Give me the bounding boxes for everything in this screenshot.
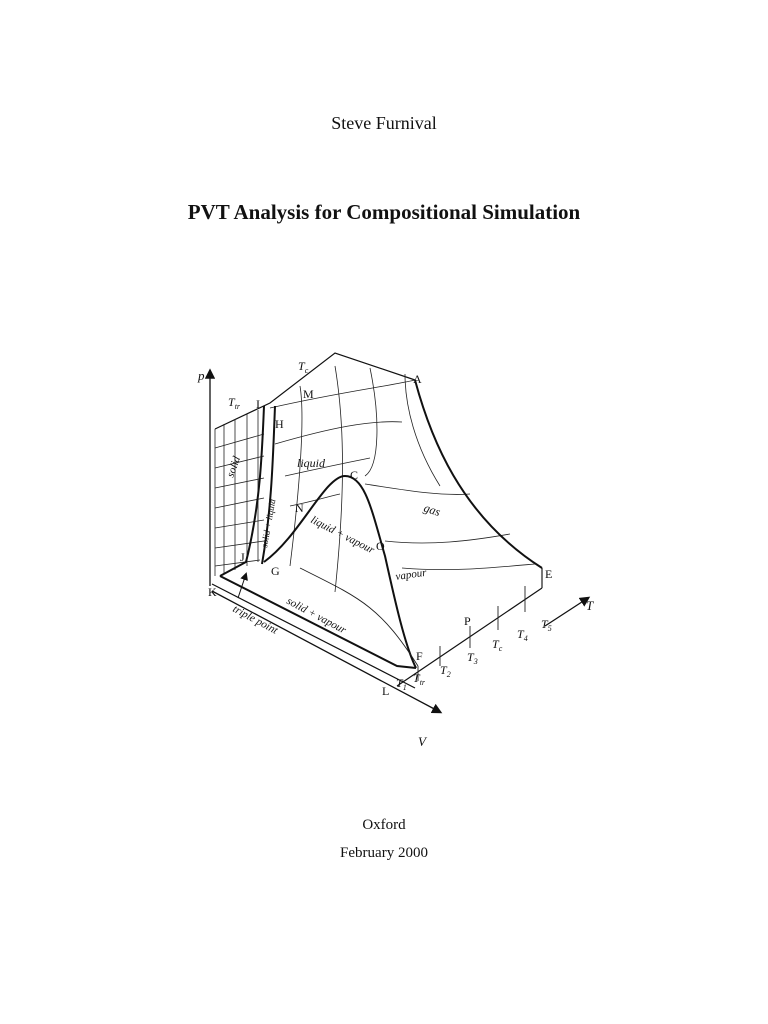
author-name: Steve Furnival [331, 113, 437, 133]
volume-axis-label: V [418, 734, 426, 746]
point-N-label: N [295, 501, 304, 515]
point-I-label: I [256, 397, 260, 411]
point-C-label: C [350, 468, 359, 482]
region-solid-vapour-label: solid + vapour [284, 595, 349, 637]
region-triple-point-label: triple point [230, 603, 280, 637]
isotherm-ttr-top-label: $T_{tr}$ [228, 395, 241, 411]
region-liquid-label: liquid [297, 456, 326, 470]
pvt-surface-figure [140, 336, 660, 746]
publication-place: Oxford [362, 817, 406, 833]
pressure-axis-label: p [198, 368, 205, 383]
point-M-label: M [303, 387, 314, 401]
point-O-label: O [376, 539, 385, 553]
region-solid-liquid-label: solid + liquid [259, 498, 278, 549]
point-A-label: A [413, 372, 422, 386]
temperature-axis-label: T [586, 598, 594, 613]
region-solid-label: solid [224, 454, 244, 480]
surface-back-edge [215, 353, 415, 429]
pvt-surface-diagram [140, 336, 660, 746]
isotherm-tc-bottom-label: $T_c$ [492, 637, 503, 653]
critical-isotherm [415, 380, 542, 568]
isotherm-t3-label: $T_3$ [467, 650, 478, 666]
saturation-dome [264, 476, 416, 668]
left-face-bottom-edge [212, 584, 415, 688]
point-F-label: F [416, 649, 423, 663]
isotherm-t5-label: $T_5$ [541, 617, 552, 633]
point-H-label: H [275, 417, 284, 431]
region-gas-label: gas [422, 500, 443, 520]
isotherm-t1-label: $T_1$ [396, 676, 407, 692]
isotherm-tc-top-label: $T_c$ [298, 359, 309, 375]
document-title: PVT Analysis for Compositional Simulation [187, 200, 581, 224]
publication-date: February 2000 [340, 845, 428, 861]
point-G-label: G [271, 564, 280, 578]
point-L-label: L [382, 684, 390, 698]
isotherm-t4-label: $T_4$ [517, 627, 528, 643]
region-vapour-label: vapour [394, 566, 428, 583]
isotherm-t2-label: $T_2$ [440, 663, 451, 679]
point-K-label: K [208, 585, 217, 599]
region-liquid-vapour-label: liquid + vapour [308, 513, 377, 557]
isotherm-ttr-bottom-label: $T_{tr}$ [413, 671, 426, 687]
point-J-label: J [240, 550, 245, 564]
temperature-axis [545, 598, 588, 626]
point-E-label: E [545, 567, 553, 581]
point-P-label: P [464, 614, 471, 628]
